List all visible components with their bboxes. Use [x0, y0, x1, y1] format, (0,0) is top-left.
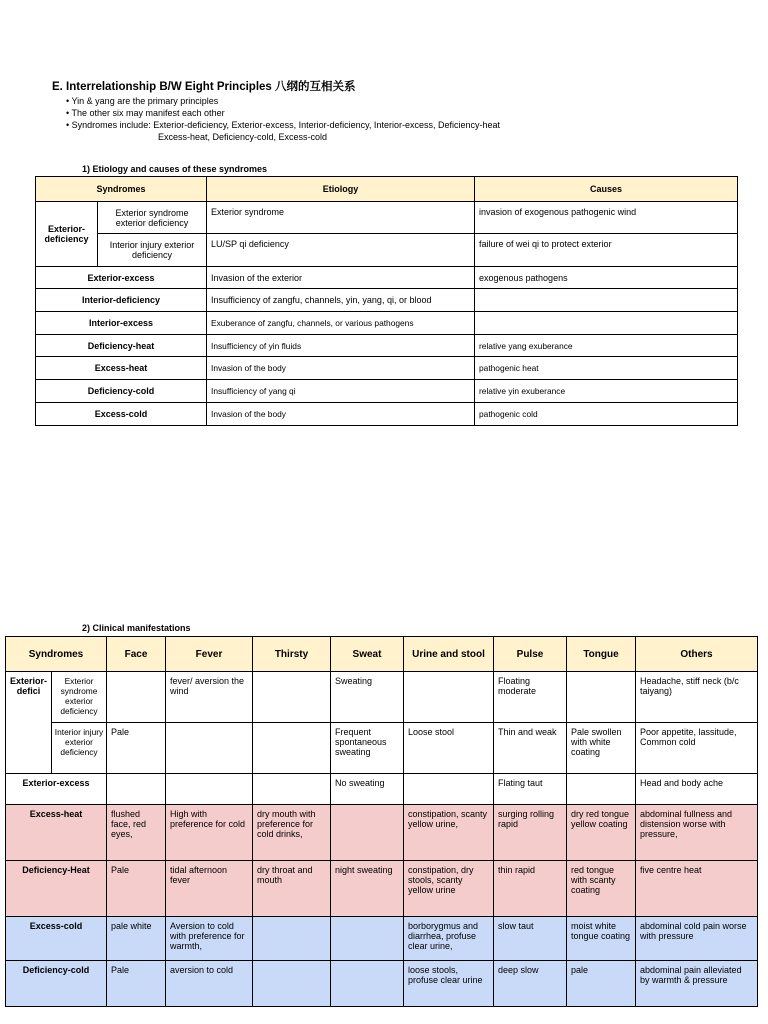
- table-row: [6, 774, 758, 805]
- sub-syndrome: Interior injury exterior deficiency: [52, 723, 107, 774]
- fever-cell: High with preference for cold: [166, 805, 253, 861]
- table-row: [36, 357, 738, 380]
- sub-syndrome: Interior injury exterior deficiency: [98, 234, 207, 267]
- thirsty-cell: dry mouth with preference for cold drinks,: [253, 805, 331, 861]
- table-header-row: [36, 177, 738, 202]
- header-syndromes: Syndromes: [6, 637, 107, 672]
- tongue-cell: red tongue with scanty coating: [567, 861, 636, 917]
- row-label: Exterior-deficiency: [36, 202, 98, 267]
- table-row: [36, 335, 738, 357]
- row-label: Exterior-excess: [36, 267, 207, 289]
- header-fever: Fever: [166, 637, 253, 672]
- table-row: [6, 805, 758, 861]
- face-cell: Pale: [107, 961, 166, 1007]
- fever-cell: Aversion to cold with preference for warmth,: [166, 917, 253, 961]
- face-cell: Pale: [107, 723, 166, 774]
- cause-cell: invasion of exogenous pathogenic wind: [475, 202, 738, 234]
- sweat-cell: [331, 805, 404, 861]
- tongue-cell: dry red tongue yellow coating: [567, 805, 636, 861]
- table-row: [36, 234, 738, 267]
- etiology-cell: Insufficiency of zangfu, channels, yin, yang, qi, or blood: [207, 289, 475, 312]
- pulse-cell: Flating taut: [494, 774, 567, 805]
- table-row: [6, 672, 758, 723]
- tongue-cell: pale: [567, 961, 636, 1007]
- thirsty-cell: [253, 917, 331, 961]
- bullet-continuation: Excess-heat, Deficiency-cold, Excess-cold: [158, 132, 328, 142]
- sub-syndrome: Exterior syndrome exterior deficiency: [52, 672, 107, 723]
- cause-cell: relative yin exuberance: [475, 380, 738, 403]
- row-label: Exterior-excess: [6, 774, 107, 805]
- etiology-table: [35, 176, 738, 426]
- etiology-cell: Invasion of the exterior: [207, 267, 475, 289]
- others-cell: abdominal pain alleviated by warmth & pressure: [636, 961, 758, 1007]
- tongue-cell: [567, 774, 636, 805]
- header-face: Face: [107, 637, 166, 672]
- table-row: [36, 289, 738, 312]
- table-row: [36, 403, 738, 426]
- row-label: Interior-deficiency: [36, 289, 207, 312]
- page-heading: E. Interrelationship B/W Eight Principles 八纲的互相关系: [52, 81, 356, 93]
- pulse-cell: Floating moderate: [494, 672, 567, 723]
- etiology-cell: Exuberance of zangfu, channels, or various pathogens: [207, 312, 475, 335]
- sub-syndrome: Exterior syndrome exterior deficiency: [98, 202, 207, 234]
- section-2-title: 2) Clinical manifestations: [82, 623, 191, 633]
- tongue-cell: moist white tongue coating: [567, 917, 636, 961]
- face-cell: Pale: [107, 861, 166, 917]
- urine-stool-cell: [404, 774, 494, 805]
- fever-cell: [166, 723, 253, 774]
- urine-stool-cell: constipation, dry stools, scanty yellow urine: [404, 861, 494, 917]
- fever-cell: aversion to cold: [166, 961, 253, 1007]
- pulse-cell: surging rolling rapid: [494, 805, 567, 861]
- clinical-manifestations-table: [5, 636, 758, 1007]
- table-row: [36, 380, 738, 403]
- row-label: Excess-cold: [36, 403, 207, 426]
- thirsty-cell: dry throat and mouth: [253, 861, 331, 917]
- table-row: [6, 961, 758, 1007]
- face-cell: [107, 774, 166, 805]
- row-label: Excess-heat: [36, 357, 207, 380]
- thirsty-cell: [253, 961, 331, 1007]
- fever-cell: tidal afternoon fever: [166, 861, 253, 917]
- thirsty-cell: [253, 723, 331, 774]
- row-label: Interior-excess: [36, 312, 207, 335]
- cause-cell: relative yang exuberance: [475, 335, 738, 357]
- etiology-cell: Invasion of the body: [207, 357, 475, 380]
- others-cell: Poor appetite, lassitude, Common cold: [636, 723, 758, 774]
- others-cell: Head and body ache: [636, 774, 758, 805]
- table-row: [36, 267, 738, 289]
- others-cell: abdominal fullness and distension worse with pressure,: [636, 805, 758, 861]
- sweat-cell: Frequent spontaneous sweating: [331, 723, 404, 774]
- tongue-cell: [567, 672, 636, 723]
- face-cell: [107, 672, 166, 723]
- sweat-cell: [331, 961, 404, 1007]
- etiology-cell: Insufficiency of yin fluids: [207, 335, 475, 357]
- row-label: Exterior-defici: [6, 672, 52, 774]
- etiology-cell: LU/SP qi deficiency: [207, 234, 475, 267]
- header-thirsty: Thirsty: [253, 637, 331, 672]
- pulse-cell: thin rapid: [494, 861, 567, 917]
- row-label: Deficiency-cold: [6, 961, 107, 1007]
- bullet-item: • The other six may manifest each other: [66, 107, 500, 119]
- cause-cell: pathogenic heat: [475, 357, 738, 380]
- header-pulse: Pulse: [494, 637, 567, 672]
- thirsty-cell: [253, 774, 331, 805]
- urine-stool-cell: loose stools, profuse clear urine: [404, 961, 494, 1007]
- others-cell: abdominal cold pain worse with pressure: [636, 917, 758, 961]
- face-cell: pale white: [107, 917, 166, 961]
- urine-stool-cell: [404, 672, 494, 723]
- cause-cell: [475, 289, 738, 312]
- face-cell: flushed face, red eyes,: [107, 805, 166, 861]
- others-cell: five centre heat: [636, 861, 758, 917]
- cause-cell: pathogenic cold: [475, 403, 738, 426]
- table-row: [36, 312, 738, 335]
- table-row: [6, 861, 758, 917]
- section-1-title: 1) Etiology and causes of these syndromes: [82, 164, 268, 174]
- header-urine-stool: Urine and stool: [404, 637, 494, 672]
- sweat-cell: No sweating: [331, 774, 404, 805]
- cause-cell: exogenous pathogens: [475, 267, 738, 289]
- tongue-cell: Pale swollen with white coating: [567, 723, 636, 774]
- bullet-item: • Yin & yang are the primary principles: [66, 95, 500, 107]
- sweat-cell: night sweating: [331, 861, 404, 917]
- cause-cell: failure of wei qi to protect exterior: [475, 234, 738, 267]
- row-label: Excess-cold: [6, 917, 107, 961]
- urine-stool-cell: borborygmus and diarrhea, profuse clear urine,: [404, 917, 494, 961]
- table-row: [6, 723, 758, 774]
- row-label: Deficiency-heat: [36, 335, 207, 357]
- pulse-cell: slow taut: [494, 917, 567, 961]
- header-sweat: Sweat: [331, 637, 404, 672]
- fever-cell: fever/ aversion the wind: [166, 672, 253, 723]
- bullet-item: • Syndromes include: Exterior-deficiency, Exterior-excess, Interior-deficiency, Interior-excess, Deficiency-heat: [66, 119, 500, 131]
- row-label: Deficiency-Heat: [6, 861, 107, 917]
- sweat-cell: [331, 917, 404, 961]
- table-header-row: [6, 637, 758, 672]
- row-label: Excess-heat: [6, 805, 107, 861]
- urine-stool-cell: Loose stool: [404, 723, 494, 774]
- header-etiology: Etiology: [207, 177, 475, 202]
- etiology-cell: Invasion of the body: [207, 403, 475, 426]
- urine-stool-cell: constipation, scanty yellow urine,: [404, 805, 494, 861]
- header-causes: Causes: [475, 177, 738, 202]
- etiology-cell: Exterior syndrome: [207, 202, 475, 234]
- bullet-list: [66, 95, 500, 143]
- thirsty-cell: [253, 672, 331, 723]
- table-row: [36, 202, 738, 234]
- fever-cell: [166, 774, 253, 805]
- header-others: Others: [636, 637, 758, 672]
- etiology-cell: Insufficiency of yang qi: [207, 380, 475, 403]
- pulse-cell: Thin and weak: [494, 723, 567, 774]
- row-label: Deficiency-cold: [36, 380, 207, 403]
- others-cell: Headache, stiff neck (b/c taiyang): [636, 672, 758, 723]
- cause-cell: [475, 312, 738, 335]
- header-syndromes: Syndromes: [36, 177, 207, 202]
- header-tongue: Tongue: [567, 637, 636, 672]
- table-row: [6, 917, 758, 961]
- pulse-cell: deep slow: [494, 961, 567, 1007]
- sweat-cell: Sweating: [331, 672, 404, 723]
